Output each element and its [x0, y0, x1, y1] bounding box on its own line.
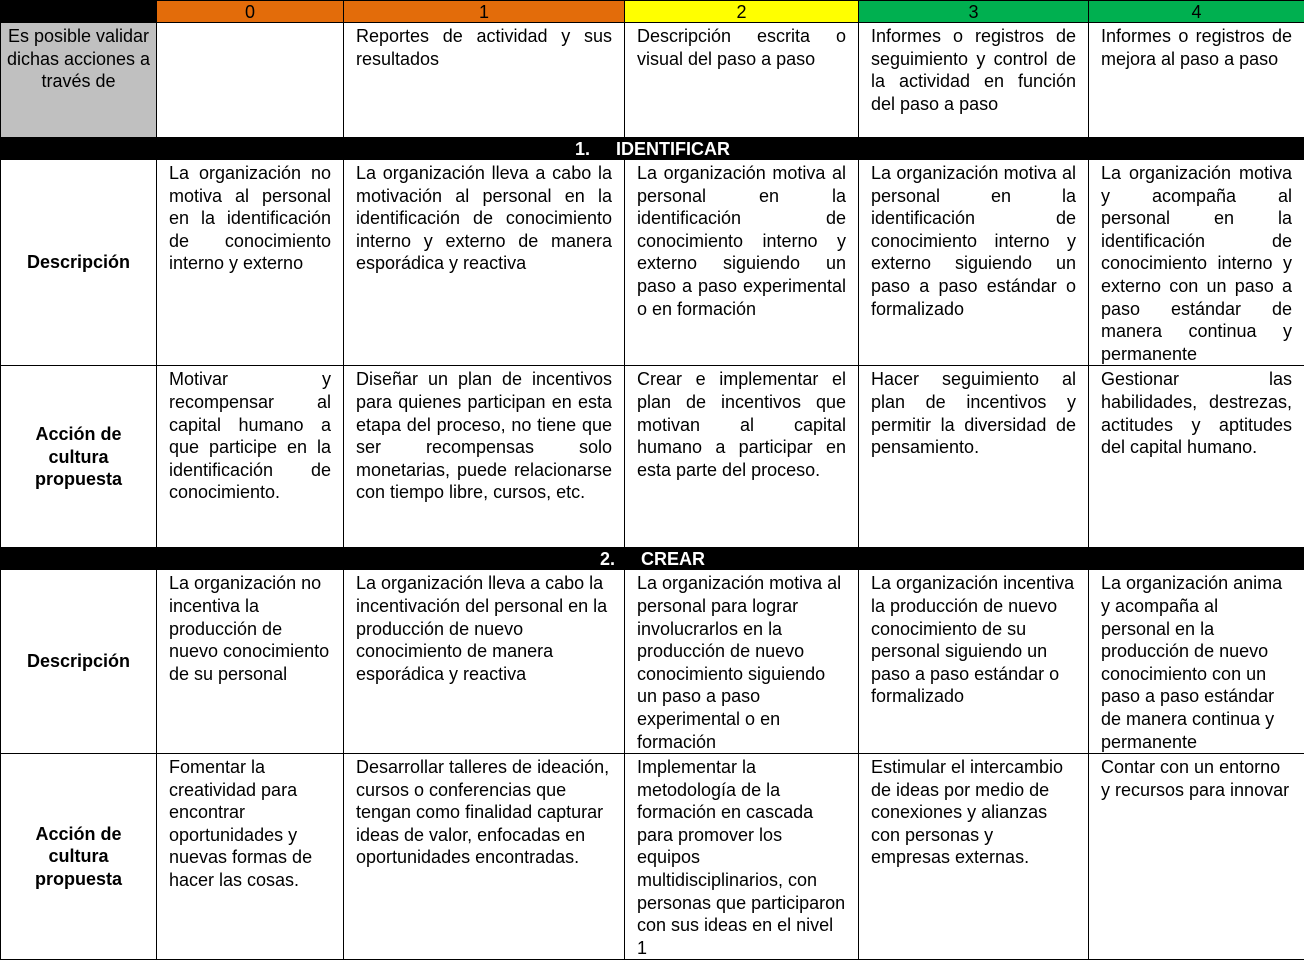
crear-accion-cell-0: Fomentar la creatividad para encontrar oportunidades y nuevas formas de hacer las cosas. — [157, 754, 344, 960]
identificar-accion-row — [1, 366, 1304, 548]
crear-descripcion-cell-4: La organización anima y acompaña al personal en la producción de nuevo conocimiento con un paso a paso estándar de manera continua y permanente — [1089, 570, 1304, 754]
section-title — [1, 138, 1304, 160]
header-corner — [1, 1, 157, 23]
level-4-header: 4 — [1089, 1, 1304, 23]
identificar-descripcion-cell-0: La organización no motiva al personal en la identificación de conocimiento interno y externo — [157, 160, 344, 366]
level-0-header: 0 — [157, 1, 344, 23]
crear-accion-cell-1: Desarrollar talleres de ideación, cursos o conferencias que tengan como finalidad capturar ideas de valor, enfocadas en oportunidades encontradas. — [344, 754, 625, 960]
row-label-accion: Acción de cultura propuesta — [1, 754, 157, 960]
identificar-descripcion-cell-2: La organización motiva al personal en la identificación de conocimiento interno y externo siguiendo un paso a paso experimental o en formación — [625, 160, 859, 366]
row-label-accion: Acción de cultura propuesta — [1, 366, 157, 548]
validation-cell-4: Informes o registros de mejora al paso a paso — [1089, 23, 1304, 138]
crear-descripcion-cell-3: La organización incentiva la producción de nuevo conocimiento de su personal siguiendo un paso a paso estándar o formalizado — [859, 570, 1089, 754]
crear-descripcion-row — [1, 570, 1304, 754]
validation-label: Es posible validar dichas acciones a través de — [1, 23, 157, 138]
section-title — [1, 548, 1304, 570]
validation-cell-3: Informes o registros de seguimiento y control de la actividad en función del paso a paso — [859, 23, 1089, 138]
identificar-descripcion-cell-1: La organización lleva a cabo la motivación al personal en la identificación de conocimiento interno y externo de manera esporádica y reactiva — [344, 160, 625, 366]
validation-row — [1, 23, 1304, 138]
level-2-header: 2 — [625, 1, 859, 23]
crear-accion-row — [1, 754, 1304, 960]
crear-descripcion-cell-0: La organización no incentiva la producción de nuevo conocimiento de su personal — [157, 570, 344, 754]
section-name: IDENTIFICAR — [616, 139, 730, 159]
validation-cell-1: Reportes de actividad y sus resultados — [344, 23, 625, 138]
crear-descripcion-cell-1: La organización lleva a cabo la incentivación del personal en la producción de nuevo conocimiento de manera esporádica y reactiva — [344, 570, 625, 754]
section-name: CREAR — [641, 549, 705, 569]
level-1-header: 1 — [344, 1, 625, 23]
identificar-descripcion-cell-3: La organización motiva al personal en la identificación de conocimiento interno y externo siguiendo un paso a paso estándar o formalizado — [859, 160, 1089, 366]
crear-accion-cell-4: Contar con un entorno y recursos para innovar — [1089, 754, 1304, 960]
validation-cell-2: Descripción escrita o visual del paso a paso — [625, 23, 859, 138]
crear-accion-cell-3: Estimular el intercambio de ideas por medio de conexiones y alianzas con personas y empresas externas. — [859, 754, 1089, 960]
identificar-accion-cell-0: Motivar y recompensar al capital humano a que participe en la identificación de conocimiento. — [157, 366, 344, 548]
section-number: 1. — [575, 139, 590, 159]
crear-descripcion-cell-2: La organización motiva al personal para lograr involucrarlos en la producción de nuevo conocimiento siguiendo un paso a paso experimental o en formación — [625, 570, 859, 754]
level-header-row — [1, 1, 1304, 23]
level-3-header: 3 — [859, 1, 1089, 23]
crear-accion-cell-2: Implementar la metodología de la formación en cascada para promover los equipos multidisciplinarios, con personas que participaron con sus ideas en el nivel 1 — [625, 754, 859, 960]
section-header-crear — [1, 548, 1304, 570]
identificar-accion-cell-1: Diseñar un plan de incentivos para quienes participan en esta etapa del proceso, no tiene que ser recompensas solo monetarias, puede relacionarse con tiempo libre, cursos, etc. — [344, 366, 625, 548]
identificar-accion-cell-2: Crear e implementar el plan de incentivos que motivan al capital humano a participar en esta parte del proceso. — [625, 366, 859, 548]
identificar-accion-cell-4: Gestionar las habilidades, destrezas, actitudes y aptitudes del capital humano. — [1089, 366, 1304, 548]
section-header-identificar — [1, 138, 1304, 160]
section-number: 2. — [600, 549, 615, 569]
validation-cell-0 — [157, 23, 344, 138]
row-label-descripcion: Descripción — [1, 570, 157, 754]
identificar-descripcion-row — [1, 160, 1304, 366]
row-label-descripcion: Descripción — [1, 160, 157, 366]
identificar-accion-cell-3: Hacer seguimiento al plan de incentivos y permitir la diversidad de pensamiento. — [859, 366, 1089, 548]
identificar-descripcion-cell-4: La organización motiva y acompaña al personal en la identificación de conocimiento interno y externo con un paso a paso estándar de manera continua y permanente — [1089, 160, 1304, 366]
